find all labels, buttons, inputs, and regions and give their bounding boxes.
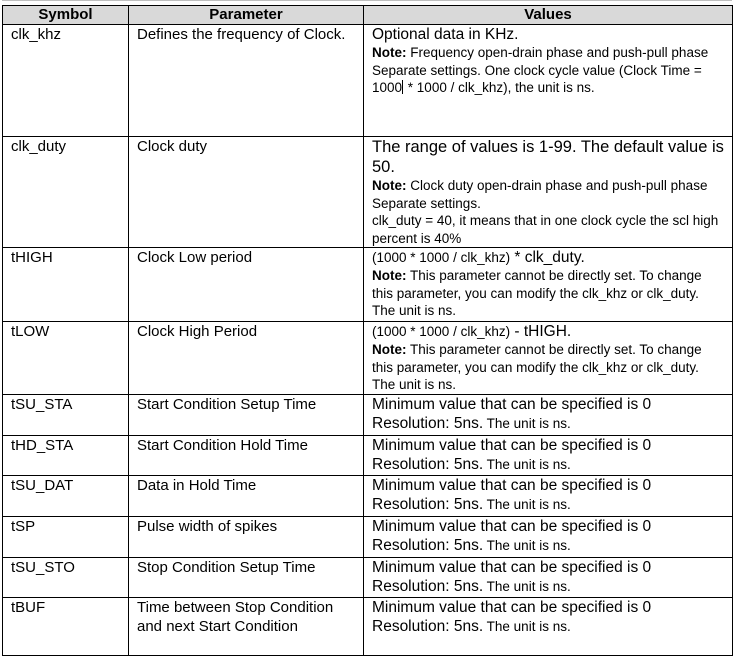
- symbol-cell: tSU_DAT: [3, 476, 129, 517]
- value-note: [372, 341, 724, 394]
- value-resolution: [372, 455, 724, 474]
- unit-text: The unit is ns.: [483, 497, 571, 512]
- value-note: [372, 267, 724, 320]
- value-formula: [372, 322, 724, 341]
- values-cell: [364, 598, 733, 656]
- parameter-cell: Stop Condition Setup Time: [129, 558, 364, 598]
- symbol-cell: tLOW: [3, 322, 129, 395]
- note-text: Frequency open-drain phase and push-pull phase Separate settings. One clock cycle value (Clock Time = 1000: [372, 45, 709, 95]
- values-cell: [364, 558, 733, 598]
- value-min: Minimum value that can be specified is 0: [372, 559, 652, 576]
- value-min: Minimum value that can be specified is 0: [372, 599, 652, 616]
- note-label: Note:: [372, 268, 407, 283]
- symbol-cell: clk_duty: [3, 137, 129, 248]
- symbol-cell: clk_khz: [3, 25, 129, 137]
- value-note: [372, 177, 724, 212]
- parameter-cell: Start Condition Setup Time: [129, 395, 364, 436]
- note-text: * 1000 / clk_khz), the unit is ns.: [404, 80, 595, 95]
- unit-text: The unit is ns.: [483, 457, 571, 472]
- parameter-cell: Defines the frequency of Clock.: [129, 25, 364, 137]
- value-min: Minimum value that can be specified is 0: [372, 437, 652, 454]
- value-resolution: [372, 495, 724, 514]
- header-symbol: Symbol: [3, 6, 129, 25]
- symbol-cell: tBUF: [3, 598, 129, 656]
- parameter-cell: Start Condition Hold Time: [129, 436, 364, 476]
- symbol-cell: tSU_STA: [3, 395, 129, 436]
- values-cell: [364, 248, 733, 322]
- parameter-cell: Data in Hold Time: [129, 476, 364, 517]
- value-min: Minimum value that can be specified is 0: [372, 518, 652, 535]
- values-cell: [364, 25, 733, 137]
- resolution-text: Resolution: 5ns.: [372, 496, 484, 513]
- text-cursor: [402, 80, 403, 94]
- value-resolution: [372, 617, 724, 636]
- parameter-cell: Clock duty: [129, 137, 364, 248]
- value-resolution: [372, 414, 724, 433]
- table-row: [3, 395, 733, 436]
- note-text: This parameter cannot be directly set. To change this parameter, you can modify the clk_khz or clk_duty. The unit is ns.: [372, 342, 702, 392]
- note-text: This parameter cannot be directly set. To change this parameter, you can modify the clk_khz or clk_duty. The unit is ns.: [372, 268, 702, 318]
- unit-text: The unit is ns.: [483, 579, 571, 594]
- value-note: [372, 44, 724, 97]
- value-min: Minimum value that can be specified is 0: [372, 396, 652, 413]
- table-row: [3, 517, 733, 558]
- values-cell: [364, 436, 733, 476]
- header-parameter: Parameter: [129, 6, 364, 25]
- parameter-cell: Clock High Period: [129, 322, 364, 395]
- symbol-cell: tSP: [3, 517, 129, 558]
- parameter-cell: Pulse width of spikes: [129, 517, 364, 558]
- value-main: The range of values is 1-99. The default value is 50.: [372, 138, 724, 176]
- value-min: Minimum value that can be specified is 0: [372, 477, 652, 494]
- unit-text: The unit is ns.: [483, 538, 571, 553]
- value-resolution: [372, 536, 724, 555]
- value-extra: clk_duty = 40, it means that in one clock cycle the scl high percent is 40%: [372, 213, 719, 246]
- values-cell: [364, 322, 733, 395]
- formula-part: - tHIGH.: [510, 323, 572, 340]
- symbol-cell: tHD_STA: [3, 436, 129, 476]
- values-cell: [364, 137, 733, 248]
- symbol-cell: tHIGH: [3, 248, 129, 322]
- values-cell: [364, 395, 733, 436]
- value-resolution: [372, 577, 724, 596]
- resolution-text: Resolution: 5ns.: [372, 537, 484, 554]
- note-label: Note:: [372, 342, 407, 357]
- unit-text: The unit is ns.: [483, 619, 571, 634]
- table-row: [3, 436, 733, 476]
- values-cell: [364, 517, 733, 558]
- formula-part: (1000 * 1000 / clk_khz): [372, 250, 511, 265]
- table-row: [3, 137, 733, 248]
- note-text: Clock duty open-drain phase and push-pull phase Separate settings.: [372, 178, 708, 211]
- resolution-text: Resolution: 5ns.: [372, 415, 484, 432]
- resolution-text: Resolution: 5ns.: [372, 456, 484, 473]
- symbol-cell: tSU_STO: [3, 558, 129, 598]
- table-row: [3, 25, 733, 137]
- table-row: [3, 322, 733, 395]
- parameter-cell: Time between Stop Condition and next Start Condition: [129, 598, 364, 656]
- top-rule: [2, 0, 732, 1]
- note-label: Note:: [372, 45, 407, 60]
- resolution-text: Resolution: 5ns.: [372, 618, 484, 635]
- formula-part: * clk_duty.: [510, 249, 585, 266]
- parameter-table: [2, 5, 733, 656]
- parameter-cell: Clock Low period: [129, 248, 364, 322]
- values-cell: [364, 476, 733, 517]
- formula-part: (1000 * 1000 / clk_khz): [372, 324, 511, 339]
- table-row: [3, 476, 733, 517]
- table-row: [3, 558, 733, 598]
- resolution-text: Resolution: 5ns.: [372, 578, 484, 595]
- header-row: [3, 6, 733, 25]
- unit-text: The unit is ns.: [483, 416, 571, 431]
- value-main: Optional data in KHz.: [372, 26, 519, 43]
- table-row: [3, 598, 733, 656]
- header-values: Values: [364, 6, 733, 25]
- note-label: Note:: [372, 178, 407, 193]
- table-row: [3, 248, 733, 322]
- value-formula: [372, 248, 724, 267]
